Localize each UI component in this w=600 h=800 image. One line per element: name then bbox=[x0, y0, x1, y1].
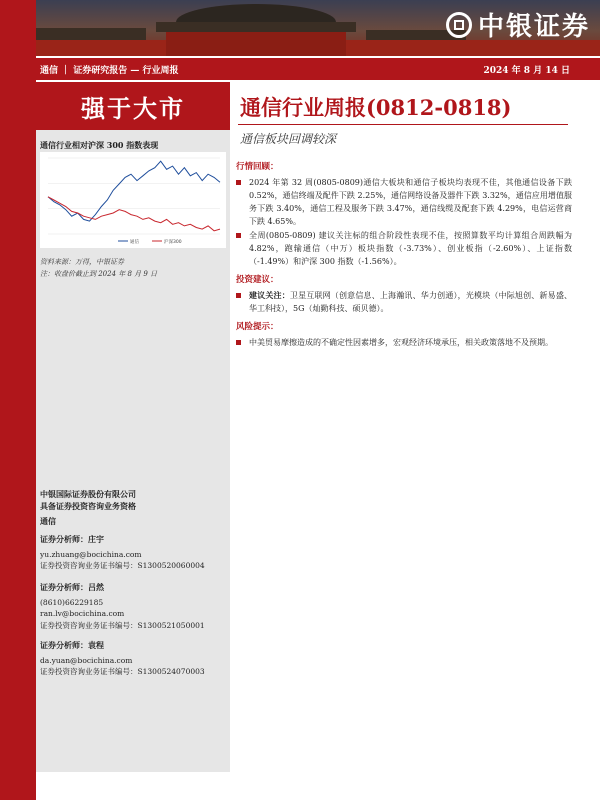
chart-background bbox=[40, 152, 226, 248]
analyst-name: 证券分析师：吕然 bbox=[40, 582, 104, 592]
bullet-text bbox=[249, 289, 572, 315]
left-red-stripe bbox=[0, 0, 36, 800]
report-title: 通信行业周报(0812-0818) bbox=[240, 95, 512, 120]
analyst-block bbox=[40, 582, 230, 631]
report-category: 通信 ｜ 证券研究报告 — 行业周报 bbox=[40, 65, 179, 76]
analyst-block bbox=[40, 640, 230, 678]
analyst-block bbox=[40, 534, 230, 572]
bullet-icon bbox=[236, 233, 241, 238]
analyst-cert: 证券投资咨询业务证书编号：S1300524070003 bbox=[40, 667, 205, 676]
risk-item bbox=[236, 336, 572, 349]
market-review-heading: 行情回顾： bbox=[236, 162, 279, 172]
rating-badge: 强于大市 bbox=[36, 82, 230, 130]
analyst-email: ran.lv@bocichina.com bbox=[40, 609, 125, 618]
market-review-item bbox=[236, 229, 572, 268]
chart-note-text: 注：收盘价截止到 2024 年 8 月 9 日 bbox=[40, 270, 158, 278]
chart-title: 通信行业相对沪深 300 指数表现 bbox=[40, 140, 159, 150]
company-info bbox=[40, 488, 226, 512]
header-banner bbox=[36, 0, 600, 56]
analyst-name: 证券分析师：庄宇 bbox=[40, 534, 104, 544]
market-review-item bbox=[236, 176, 572, 228]
bullet-text: 中美贸易摩擦造成的不确定性因素增多，宏观经济环境承压，相关政策落地不及预期。 bbox=[249, 338, 553, 347]
legend-label: 通信 bbox=[130, 240, 139, 245]
bullet-icon bbox=[236, 180, 241, 185]
risk-heading: 风险提示： bbox=[236, 322, 279, 332]
logo-text: 中银证券 bbox=[477, 12, 590, 42]
legend-label: 沪深300 bbox=[164, 240, 182, 245]
report-meta-bar bbox=[36, 58, 600, 80]
investment-advice-heading: 投资建议： bbox=[236, 275, 279, 285]
report-subtitle: 通信板块回调较深 bbox=[240, 132, 337, 146]
bullet-text: 2024 年第 32 周(0805-0809)通信大板块和通信子板块均表现不佳，其他通信设备下跌 0.52%，通信终端及配件下跌 2.25%，通信网络设备及器件下跌 3.32%，通信应用增值服务下跌 3.40%，通信工程及服务下跌 3.47%，通信线缆及配套下跌 4.29%，电信运营商下跌 4.65%。 bbox=[249, 178, 572, 226]
analyst-name: 证券分析师：袁程 bbox=[40, 640, 104, 650]
logo-icon bbox=[446, 12, 472, 38]
bullet-icon bbox=[236, 340, 241, 345]
analyst-phone: (8610)66229185 bbox=[40, 597, 104, 607]
bullet-icon bbox=[236, 293, 241, 298]
chart-svg bbox=[40, 152, 226, 248]
report-date: 2024 年 8 月 14 日 bbox=[483, 65, 570, 76]
analyst-cert: 证券投资咨询业务证书编号：S1300521050001 bbox=[40, 620, 205, 630]
chart-source bbox=[40, 256, 226, 280]
analyst-email: da.yuan@bocichina.com bbox=[40, 655, 133, 665]
sector-label: 通信 bbox=[40, 516, 56, 526]
chart-source-text: 资料来源：万得，中银证券 bbox=[40, 258, 124, 266]
advice-content: 卫星互联网（创意信息、上海瀚讯、华力创通），光模块（中际旭创、新易盛、华工科技），5G（灿勤科技、硕贝德）。 bbox=[249, 291, 573, 313]
investment-advice-item bbox=[236, 289, 572, 315]
analyst-email: yu.zhuang@bocichina.com bbox=[40, 549, 142, 559]
bullet-text: 全周(0805-0809) 建议关注标的组合阶段性表现不佳，按照算数平均计算组合周跌幅为 4.82%，跑输通信（中万）板块指数（-3.73%）、创业板指（-2.60%）、上证指数（-1.49%）和沪深 300 指数（-1.56%）。 bbox=[249, 231, 572, 266]
company-name: 中银国际证券股份有限公司 bbox=[40, 489, 136, 499]
analyst-cert: 证券投资咨询业务证书编号：S1300520060004 bbox=[40, 561, 205, 570]
company-logo bbox=[446, 6, 590, 43]
company-qualification: 具备证券投资咨询业务资格 bbox=[40, 501, 136, 511]
performance-chart bbox=[40, 152, 226, 248]
title-divider bbox=[238, 124, 568, 125]
advice-label: 建议关注： bbox=[249, 290, 290, 300]
